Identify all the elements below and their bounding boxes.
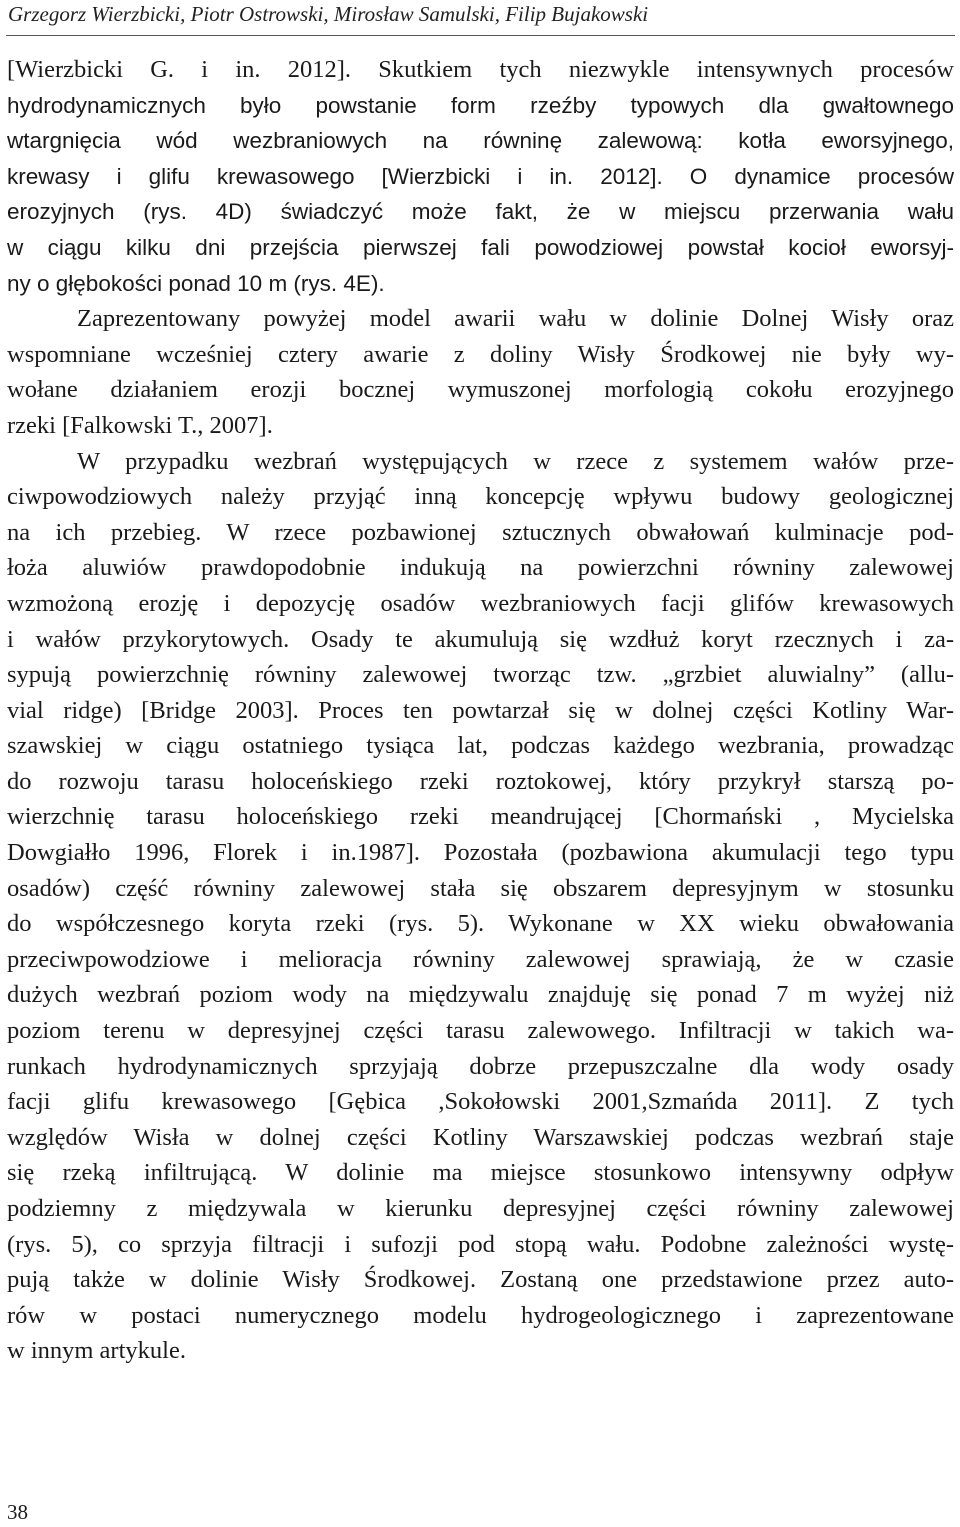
text-line: podziemny z międzywala w kierunku depresyjnej części równiny zalewowej (7, 1195, 954, 1222)
text-line: poziom terenu w depresyjnej części tarasu zalewowego. Infiltracji w takich wa- (7, 1017, 954, 1045)
text-line: w innym artykule. (7, 1337, 186, 1365)
text-line: facji glifu krewasowego [Gębica ,Sokołowski 2001,Szmańda 2011]. Z tych (7, 1088, 954, 1116)
text-line: się rzeką infiltrującą. W dolinie ma miejsce stosunkowo intensywny odpływ (7, 1159, 954, 1187)
text-line: ny o głębokości ponad 10 m (rys. 4E). (7, 270, 385, 296)
paragraph-3 (7, 444, 954, 1369)
text-line: Zaprezentowany powyżej model awarii wału w dolinie Dolnej Wisły oraz (77, 305, 954, 333)
text-line: hydrodynamicznych było powstanie form rzeźby typowych dla gwałtownego (7, 92, 954, 118)
paragraph-1 (7, 52, 954, 301)
text-line: [Wierzbicki G. i in. 2012]. Skutkiem tych niezwykle intensywnych procesów (7, 56, 954, 83)
text-line: osadów) część równiny zalewowej stała się obszarem depresyjnym w stosunku (7, 874, 954, 902)
text-line: względów Wisła w dolnej części Kotliny Warszawskiej podczas wezbrań staje (7, 1123, 954, 1151)
text-line: wzmożoną erozję i depozycję osadów wezbraniowych facji glifów krewasowych (7, 589, 954, 617)
paragraph-2 (7, 301, 954, 443)
text-line: sypują powierzchnię równiny zalewowej tworząc tzw. „grzbiet aluwialny” (allu- (7, 661, 954, 689)
text-line: do rozwoju tarasu holoceńskiego rzeki roztokowej, który przykrył starszą po- (7, 767, 954, 795)
text-line: w ciągu kilku dni przejścia pierwszej fali powodziowej powstał kocioł eworsyj- (7, 234, 954, 260)
text-line: vial ridge) [Bridge 2003]. Proces ten powtarzał się w dolnej części Kotliny War- (7, 696, 954, 724)
running-header: Grzegorz Wierzbicki, Piotr Ostrowski, Mirosław Samulski, Filip Bujakowski (8, 2, 649, 26)
text-line: dużych wezbrań poziom wody na międzywalu znajduję się ponad 7 m wyżej niż (7, 981, 954, 1009)
text-line: wołane działaniem erozji bocznej wymuszonej morfologią cokołu erozyjnego (7, 376, 954, 404)
text-line: łoża aluwiów prawdopodobnie indukują na powierzchni równiny zalewowej (7, 554, 954, 582)
text-line: przeciwpowodziowe i melioracja równiny zalewowej sprawiają, że w czasie (7, 945, 954, 973)
text-line: ciwpowodziowych należy przyjąć inną koncepcję wpływu budowy geologicznej (7, 483, 954, 511)
text-line: runkach hydrodynamicznych sprzyjają dobrze przepuszczalne dla wody osady (7, 1052, 954, 1080)
text-line: na ich przebieg. W rzece pozbawionej sztucznych obwałowań kulminacje pod- (7, 518, 954, 546)
header-divider (6, 35, 955, 36)
body-text (7, 52, 954, 1369)
text-line: W przypadku wezbrań występujących w rzece z systemem wałów prze- (77, 447, 954, 475)
text-line: pują także w dolinie Wisły Środkowej. Zostaną one przedstawione przez auto- (7, 1266, 954, 1294)
text-line: Dowgiałło 1996, Florek i in.1987]. Pozostała (pozbawiona akumulacji tego typu (7, 839, 954, 867)
text-line: rzeki [Falkowski T., 2007]. (7, 411, 273, 439)
text-line: wierzchnię tarasu holoceńskiego rzeki meandrującej [Chormański , Mycielska (7, 803, 954, 831)
text-line: i wałów przykorytowych. Osady te akumulują się wzdłuż koryt rzecznych i za- (7, 625, 954, 653)
text-line: szawskiej w ciągu ostatniego tysiąca lat, podczas każdego wezbrania, prowadząc (7, 732, 954, 760)
text-line: wspomniane wcześniej cztery awarie z doliny Wisły Środkowej nie były wy- (7, 340, 954, 368)
text-line: erozyjnych (rys. 4D) świadczyć może fakt, że w miejscu przerwania wału (7, 199, 954, 225)
text-line: do współczesnego koryta rzeki (rys. 5). Wykonane w XX wieku obwałowania (7, 910, 954, 938)
page-number: 38 (7, 1500, 28, 1524)
text-line: rów w postaci numerycznego modelu hydrogeologicznego i zaprezentowane (7, 1301, 954, 1329)
text-line: wtargnięcia wód wezbraniowych na równinę zalewową: kotła eworsyjnego, (7, 128, 954, 154)
text-line: krewasy i glifu krewasowego [Wierzbicki i in. 2012]. O dynamice procesów (7, 163, 954, 189)
text-line: (rys. 5), co sprzyja filtracji i sufozji pod stopą wału. Podobne zależności wystę- (7, 1230, 954, 1258)
